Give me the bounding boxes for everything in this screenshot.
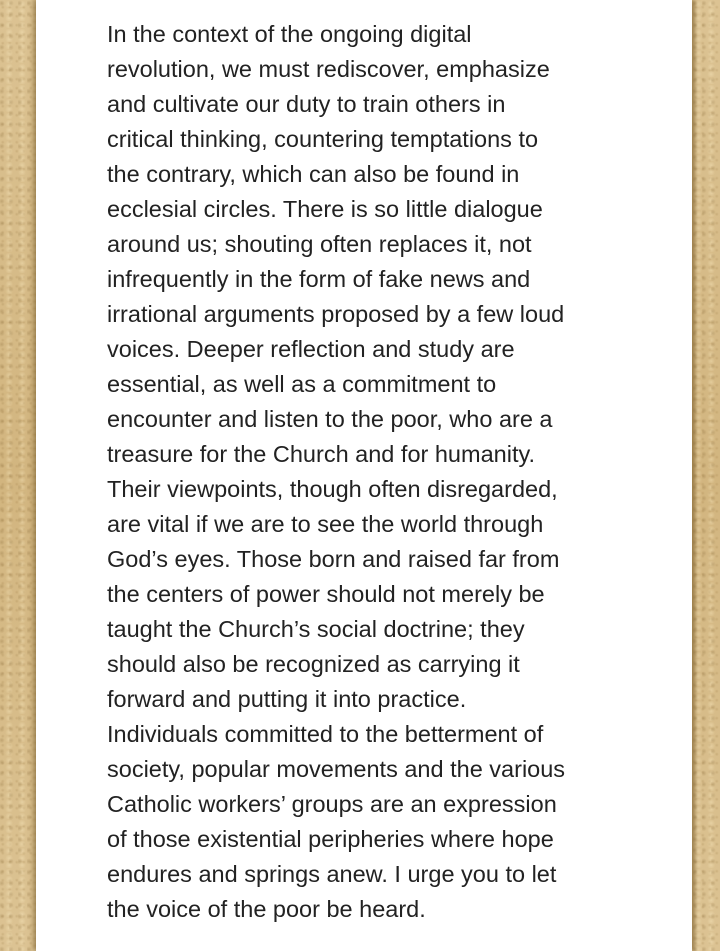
body-paragraph: In the context of the ongoing digital revolution, we must rediscover, emphasize and cultivate our duty to train others in critical thinking, countering temptations to the contrary, which can also be found in ecclesial circles. There is so little dialogue around us; shouting often replaces it, not infrequently in the form of fake news and irrational arguments proposed by a few loud voices. Deeper reflection and study are essential, as well as a commitment to encounter and listen to the poor, who are a treasure for the Church and for humanity. Their viewpoints, though often disregarded, are vital if we are to see the world through God’s eyes. Those born and raised far from the centers of power should not merely be taught the Church’s social doctrine; they should also be recognized as carrying it forward and putting it into practice. Individuals committed to the betterment of society, popular movements and the various Catholic workers’ groups are an expression of those existential peripheries where hope endures and springs anew. I urge you to let the voice of the poor be heard. [107,21,566,922]
text-panel [36,0,692,951]
